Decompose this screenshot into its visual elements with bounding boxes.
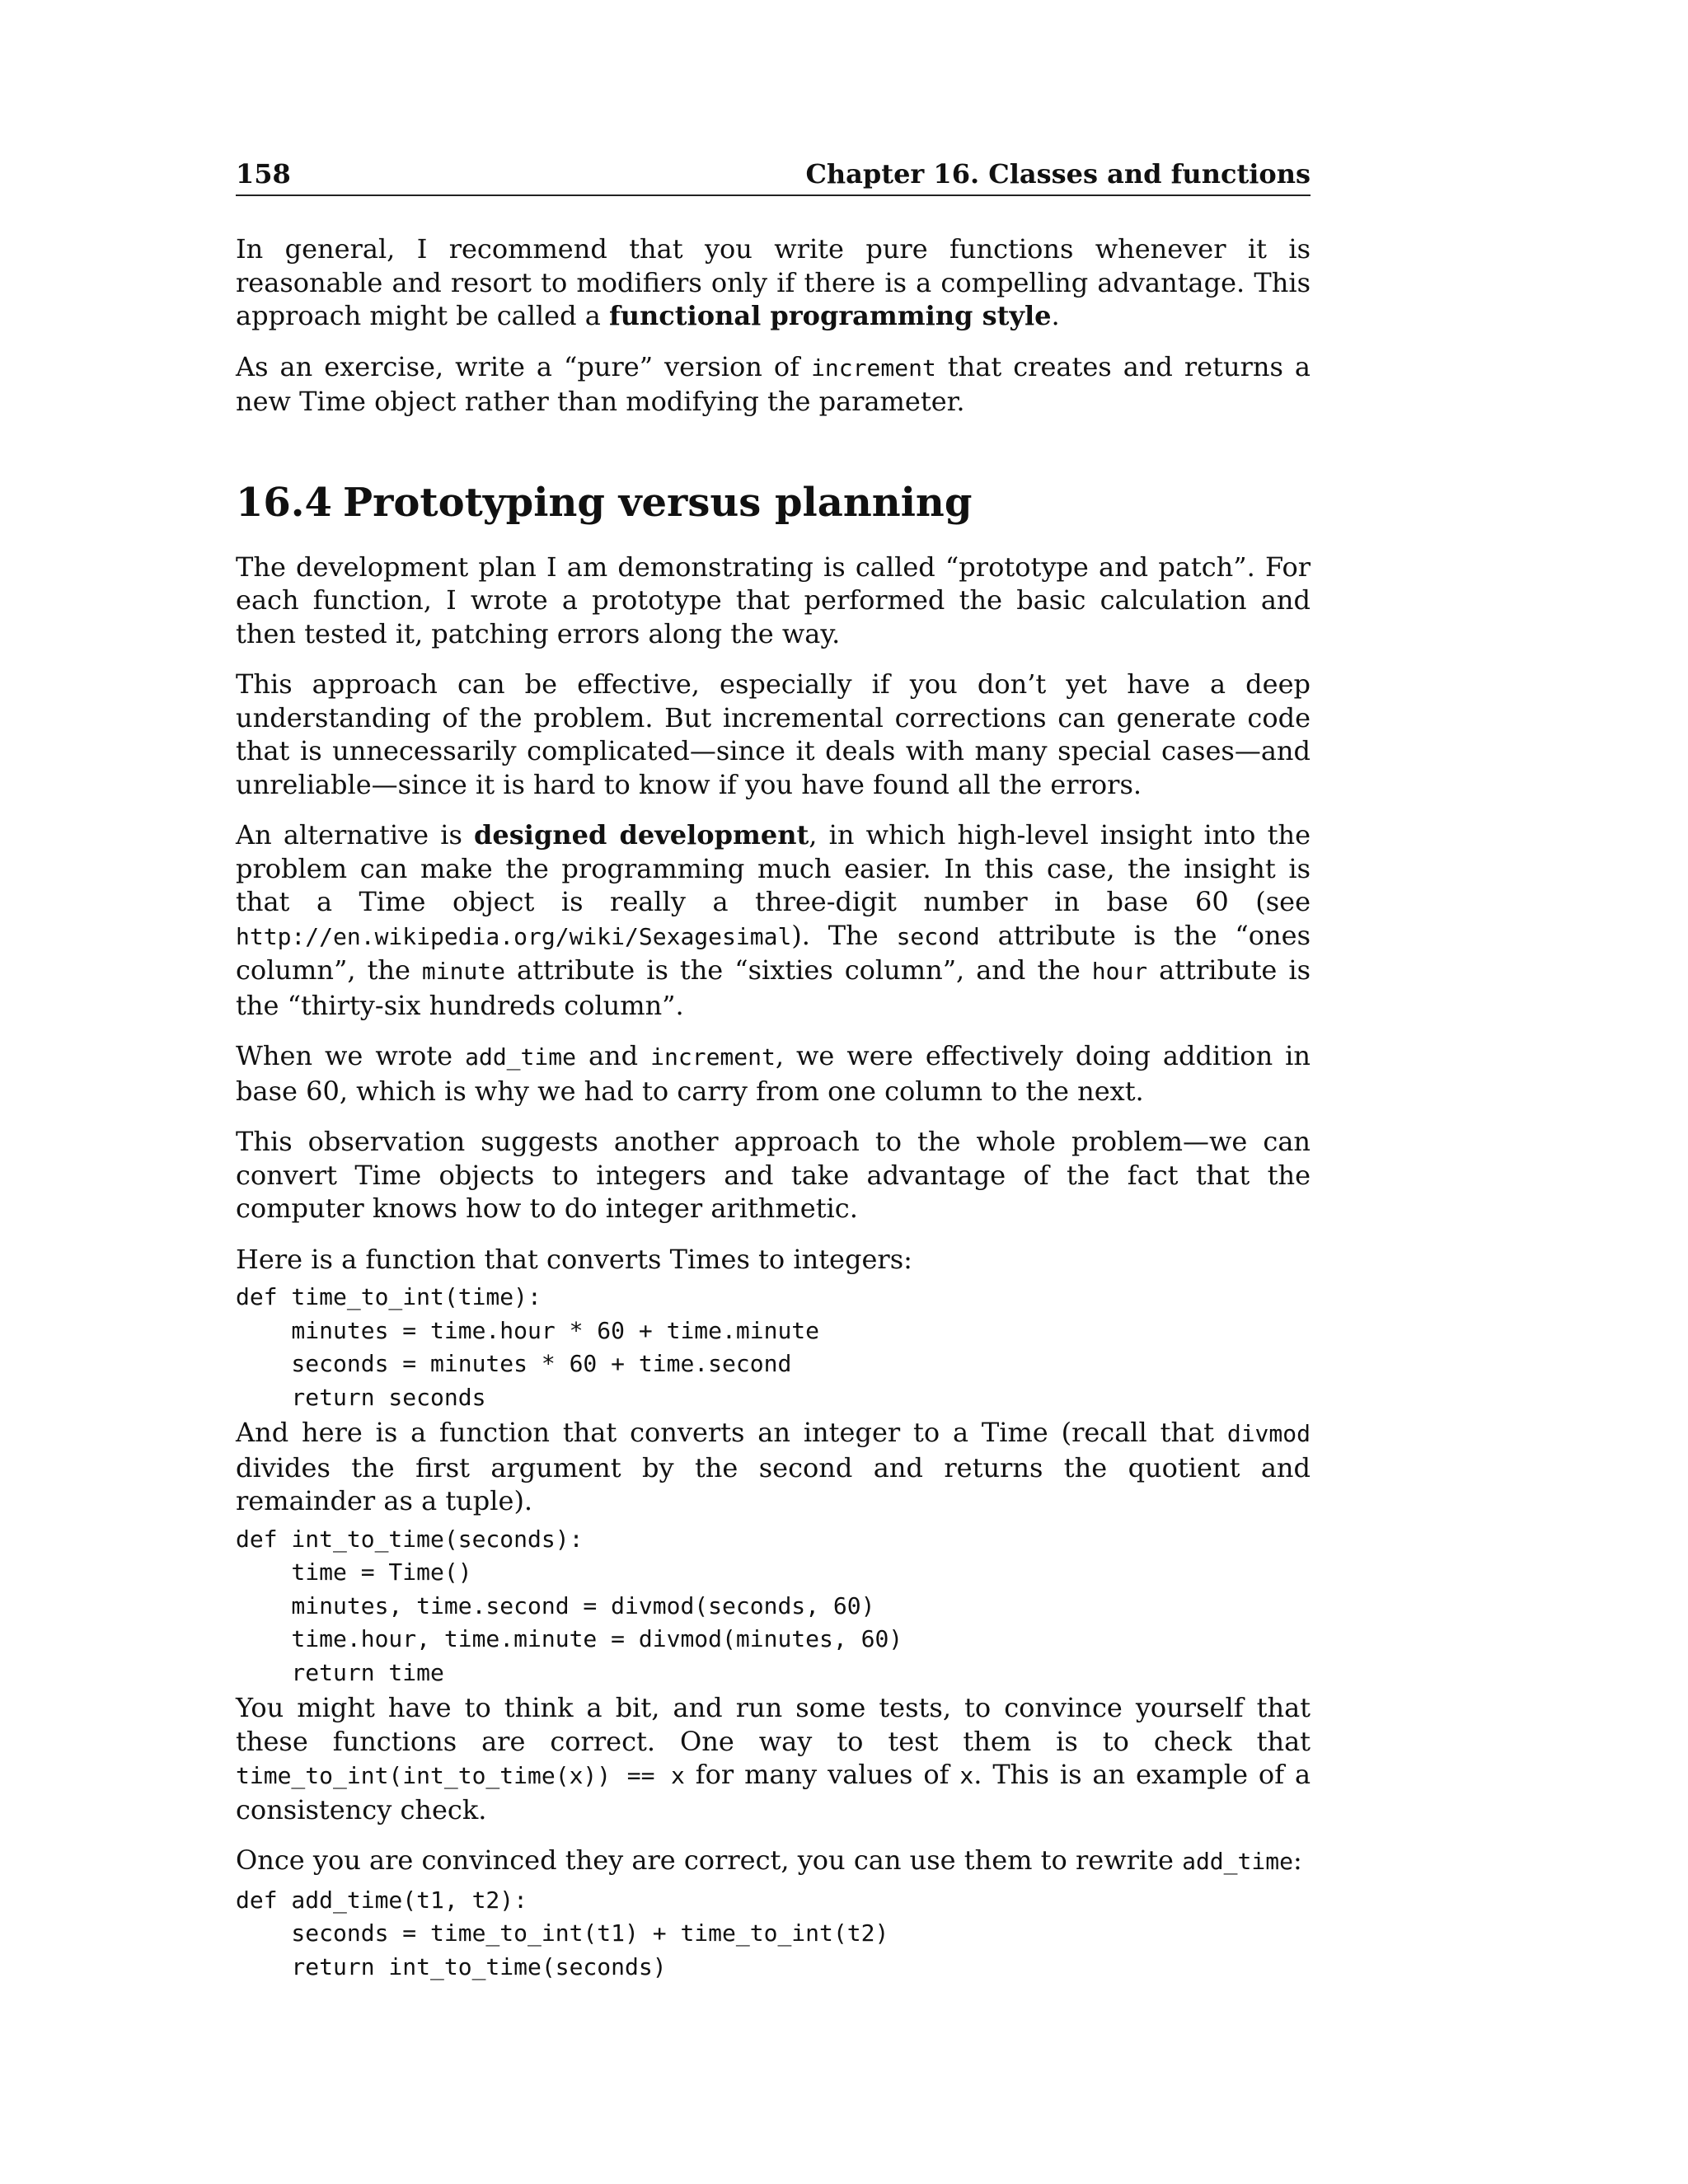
code-add-time: add_time <box>465 1043 576 1071</box>
paragraph-int-to-time: And here is a function that converts an integer to a Time (recall that divmod divides the first argument by the second and returns the quotient and remainder as a tuple). <box>236 1417 1311 1516</box>
code-block-add-time: def add_time(t1, t2): seconds = time_to_int(t1) + time_to_int(t2) return int_to_time(seconds) <box>236 1886 889 1980</box>
code-increment: increment <box>811 354 936 382</box>
sexagesimal-link[interactable]: http://en.wikipedia.org/wiki/Sexagesimal <box>236 922 792 950</box>
code-hour: hour <box>1091 958 1148 985</box>
page-number: 158 <box>236 158 291 190</box>
paragraph-rewrite-add-time: Once you are convinced they are correct, you can use them to rewrite add_time: <box>236 1844 1302 1876</box>
paragraph-designed-development: An alternative is designed development, in which high-level insight into the problem can make the programming much easier. In this case, the insight is that a Time object is really a three-digit number in base 60 (see http://en.wikipedia.org/wiki/Sexagesimal). The second attribute is the “ones column”, the minute attribute is the “sixties column”, and the hour attribute is the “thirty-six hundreds column”. <box>236 819 1311 1021</box>
paragraph-converts-times: Here is a function that converts Times to integers: <box>236 1243 912 1275</box>
paragraph-observation: This observation suggests another approach to the whole problem—we can convert Time objects to integers and take advantage of the fact that the computer knows how to do integer arithmetic. <box>236 1126 1311 1224</box>
code-second: second <box>896 922 980 950</box>
code-add-time: add_time <box>1182 1848 1293 1875</box>
running-header <box>236 157 1311 196</box>
paragraph-consistency-check: You might have to think a bit, and run some tests, to convince yourself that these functions are correct. One way to test them is to check that time_to_int(int_to_time(x)) == x for many values of x. This is an example of a consistency check. <box>236 1692 1311 1825</box>
term-designed-development: designed development <box>474 819 809 851</box>
paragraph-base-60: When we wrote add_time and increment, we were effectively doing addition in base 60, which is why we had to carry from one column to the next. <box>236 1040 1311 1107</box>
paragraph-exercise: As an exercise, write a “pure” version of increment that creates and returns a new Time object rather than modifying the parameter. <box>236 350 1311 417</box>
section-heading <box>236 478 1311 527</box>
paragraph-functional-style: In general, I recommend that you write pure functions whenever it is reasonable and resort to modifiers only if there is a compelling advantage. This approach might be called a functional programming style. <box>236 233 1311 331</box>
code-block-time-to-int: def time_to_int(time): minutes = time.hour * 60 + time.minute seconds = minutes * 60 + time.second return seconds <box>236 1283 820 1411</box>
term-functional-programming-style: functional programming style <box>609 300 1052 331</box>
paragraph-approach-effective: This approach can be effective, especially if you don’t yet have a deep understanding of the problem. But incremental corrections can generate code that is unnecessarily complicated—since it deals with many special cases—and unreliable—since it is hard to know if you have found all the errors. <box>236 668 1311 800</box>
code-consistency-expression: time_to_int(int_to_time(x)) == x <box>236 1762 685 1789</box>
chapter-title: Chapter 16. Classes and functions <box>805 158 1311 190</box>
code-block-int-to-time: def int_to_time(seconds): time = Time() minutes, time.second = divmod(seconds, 60) time.hour, time.minute = divmod(minutes, 60) return time <box>236 1525 903 1686</box>
code-minute: minute <box>421 958 506 985</box>
section-number: 16.4 <box>236 479 332 526</box>
document-page <box>236 157 1311 1984</box>
paragraph-prototype-and-patch: The development plan I am demonstrating is called “prototype and patch”. For each function, I wrote a prototype that performed the basic calculation and then tested it, patching errors along the way. <box>236 551 1311 649</box>
code-x: x <box>959 1762 974 1789</box>
code-increment: increment <box>650 1043 776 1071</box>
section-title: Prototyping versus planning <box>343 479 973 526</box>
code-divmod: divmod <box>1226 1420 1311 1447</box>
